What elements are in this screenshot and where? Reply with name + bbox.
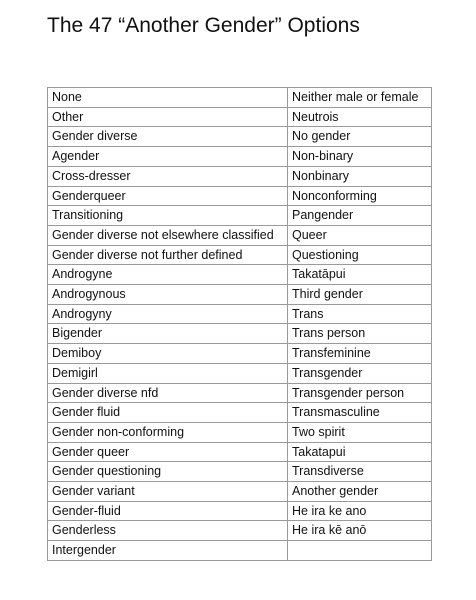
table-row — [48, 88, 432, 108]
table-cell-right: Transfeminine — [288, 344, 432, 364]
table-row — [48, 166, 432, 186]
table-cell-right: Takatāpui — [288, 265, 432, 285]
table-cell-right: Transmasculine — [288, 403, 432, 423]
table-cell-left: Gender diverse not elsewhere classified — [48, 225, 288, 245]
table-row — [48, 442, 432, 462]
table-cell-right: Transdiverse — [288, 462, 432, 482]
table-row — [48, 225, 432, 245]
table-cell-right: Nonconforming — [288, 186, 432, 206]
table-cell-left: Other — [48, 107, 288, 127]
table-body — [48, 88, 432, 561]
table-row — [48, 521, 432, 541]
table-row — [48, 127, 432, 147]
table-cell-left: Androgynous — [48, 285, 288, 305]
table-cell-left: Gender variant — [48, 482, 288, 502]
table-cell-left: Gender queer — [48, 442, 288, 462]
table-cell-right: He ira ke ano — [288, 501, 432, 521]
table-cell-right: Questioning — [288, 245, 432, 265]
table-row — [48, 462, 432, 482]
table-row — [48, 206, 432, 226]
table-cell-right: Pangender — [288, 206, 432, 226]
table-row — [48, 403, 432, 423]
table-cell-left: Gender fluid — [48, 403, 288, 423]
table-row — [48, 147, 432, 167]
table-cell-left: None — [48, 88, 288, 108]
table-cell-right: He ira kē anō — [288, 521, 432, 541]
table-cell-left: Gender diverse nfd — [48, 383, 288, 403]
table-row — [48, 422, 432, 442]
table-cell-left: Gender-fluid — [48, 501, 288, 521]
page-title: The 47 “Another Gender” Options — [47, 14, 360, 37]
table-row — [48, 107, 432, 127]
table-cell-left: Bigender — [48, 324, 288, 344]
table-cell-right: Two spirit — [288, 422, 432, 442]
table-cell-left: Gender questioning — [48, 462, 288, 482]
table-row — [48, 245, 432, 265]
table-row — [48, 541, 432, 561]
table-cell-right: Trans — [288, 304, 432, 324]
table-cell-left: Gender diverse — [48, 127, 288, 147]
table-cell-right: Transgender person — [288, 383, 432, 403]
table-cell-left: Agender — [48, 147, 288, 167]
table-row — [48, 285, 432, 305]
table-cell-left: Gender diverse not further defined — [48, 245, 288, 265]
table-cell-right: Non-binary — [288, 147, 432, 167]
table-cell-left: Gender non-conforming — [48, 422, 288, 442]
table-cell-right — [288, 541, 432, 561]
table-row — [48, 501, 432, 521]
table-cell-left: Intergender — [48, 541, 288, 561]
table-cell-right: Trans person — [288, 324, 432, 344]
table-cell-right: Neutrois — [288, 107, 432, 127]
table-row — [48, 324, 432, 344]
table-cell-right: Queer — [288, 225, 432, 245]
table-cell-right: Another gender — [288, 482, 432, 502]
gender-options-table — [47, 87, 432, 561]
table-cell-right: Nonbinary — [288, 166, 432, 186]
table-cell-left: Androgyny — [48, 304, 288, 324]
table-row — [48, 383, 432, 403]
table-cell-left: Cross-dresser — [48, 166, 288, 186]
table-row — [48, 265, 432, 285]
table-row — [48, 344, 432, 364]
table-cell-left: Androgyne — [48, 265, 288, 285]
table-cell-left: Transitioning — [48, 206, 288, 226]
table-cell-right: Transgender — [288, 363, 432, 383]
table-cell-right: Neither male or female — [288, 88, 432, 108]
table-cell-left: Demiboy — [48, 344, 288, 364]
table-cell-right: Third gender — [288, 285, 432, 305]
table-row — [48, 482, 432, 502]
table-cell-right: No gender — [288, 127, 432, 147]
table-row — [48, 304, 432, 324]
table-row — [48, 186, 432, 206]
table-cell-left: Genderless — [48, 521, 288, 541]
table-cell-left: Demigirl — [48, 363, 288, 383]
table-cell-right: Takatapui — [288, 442, 432, 462]
table-row — [48, 363, 432, 383]
table-cell-left: Genderqueer — [48, 186, 288, 206]
